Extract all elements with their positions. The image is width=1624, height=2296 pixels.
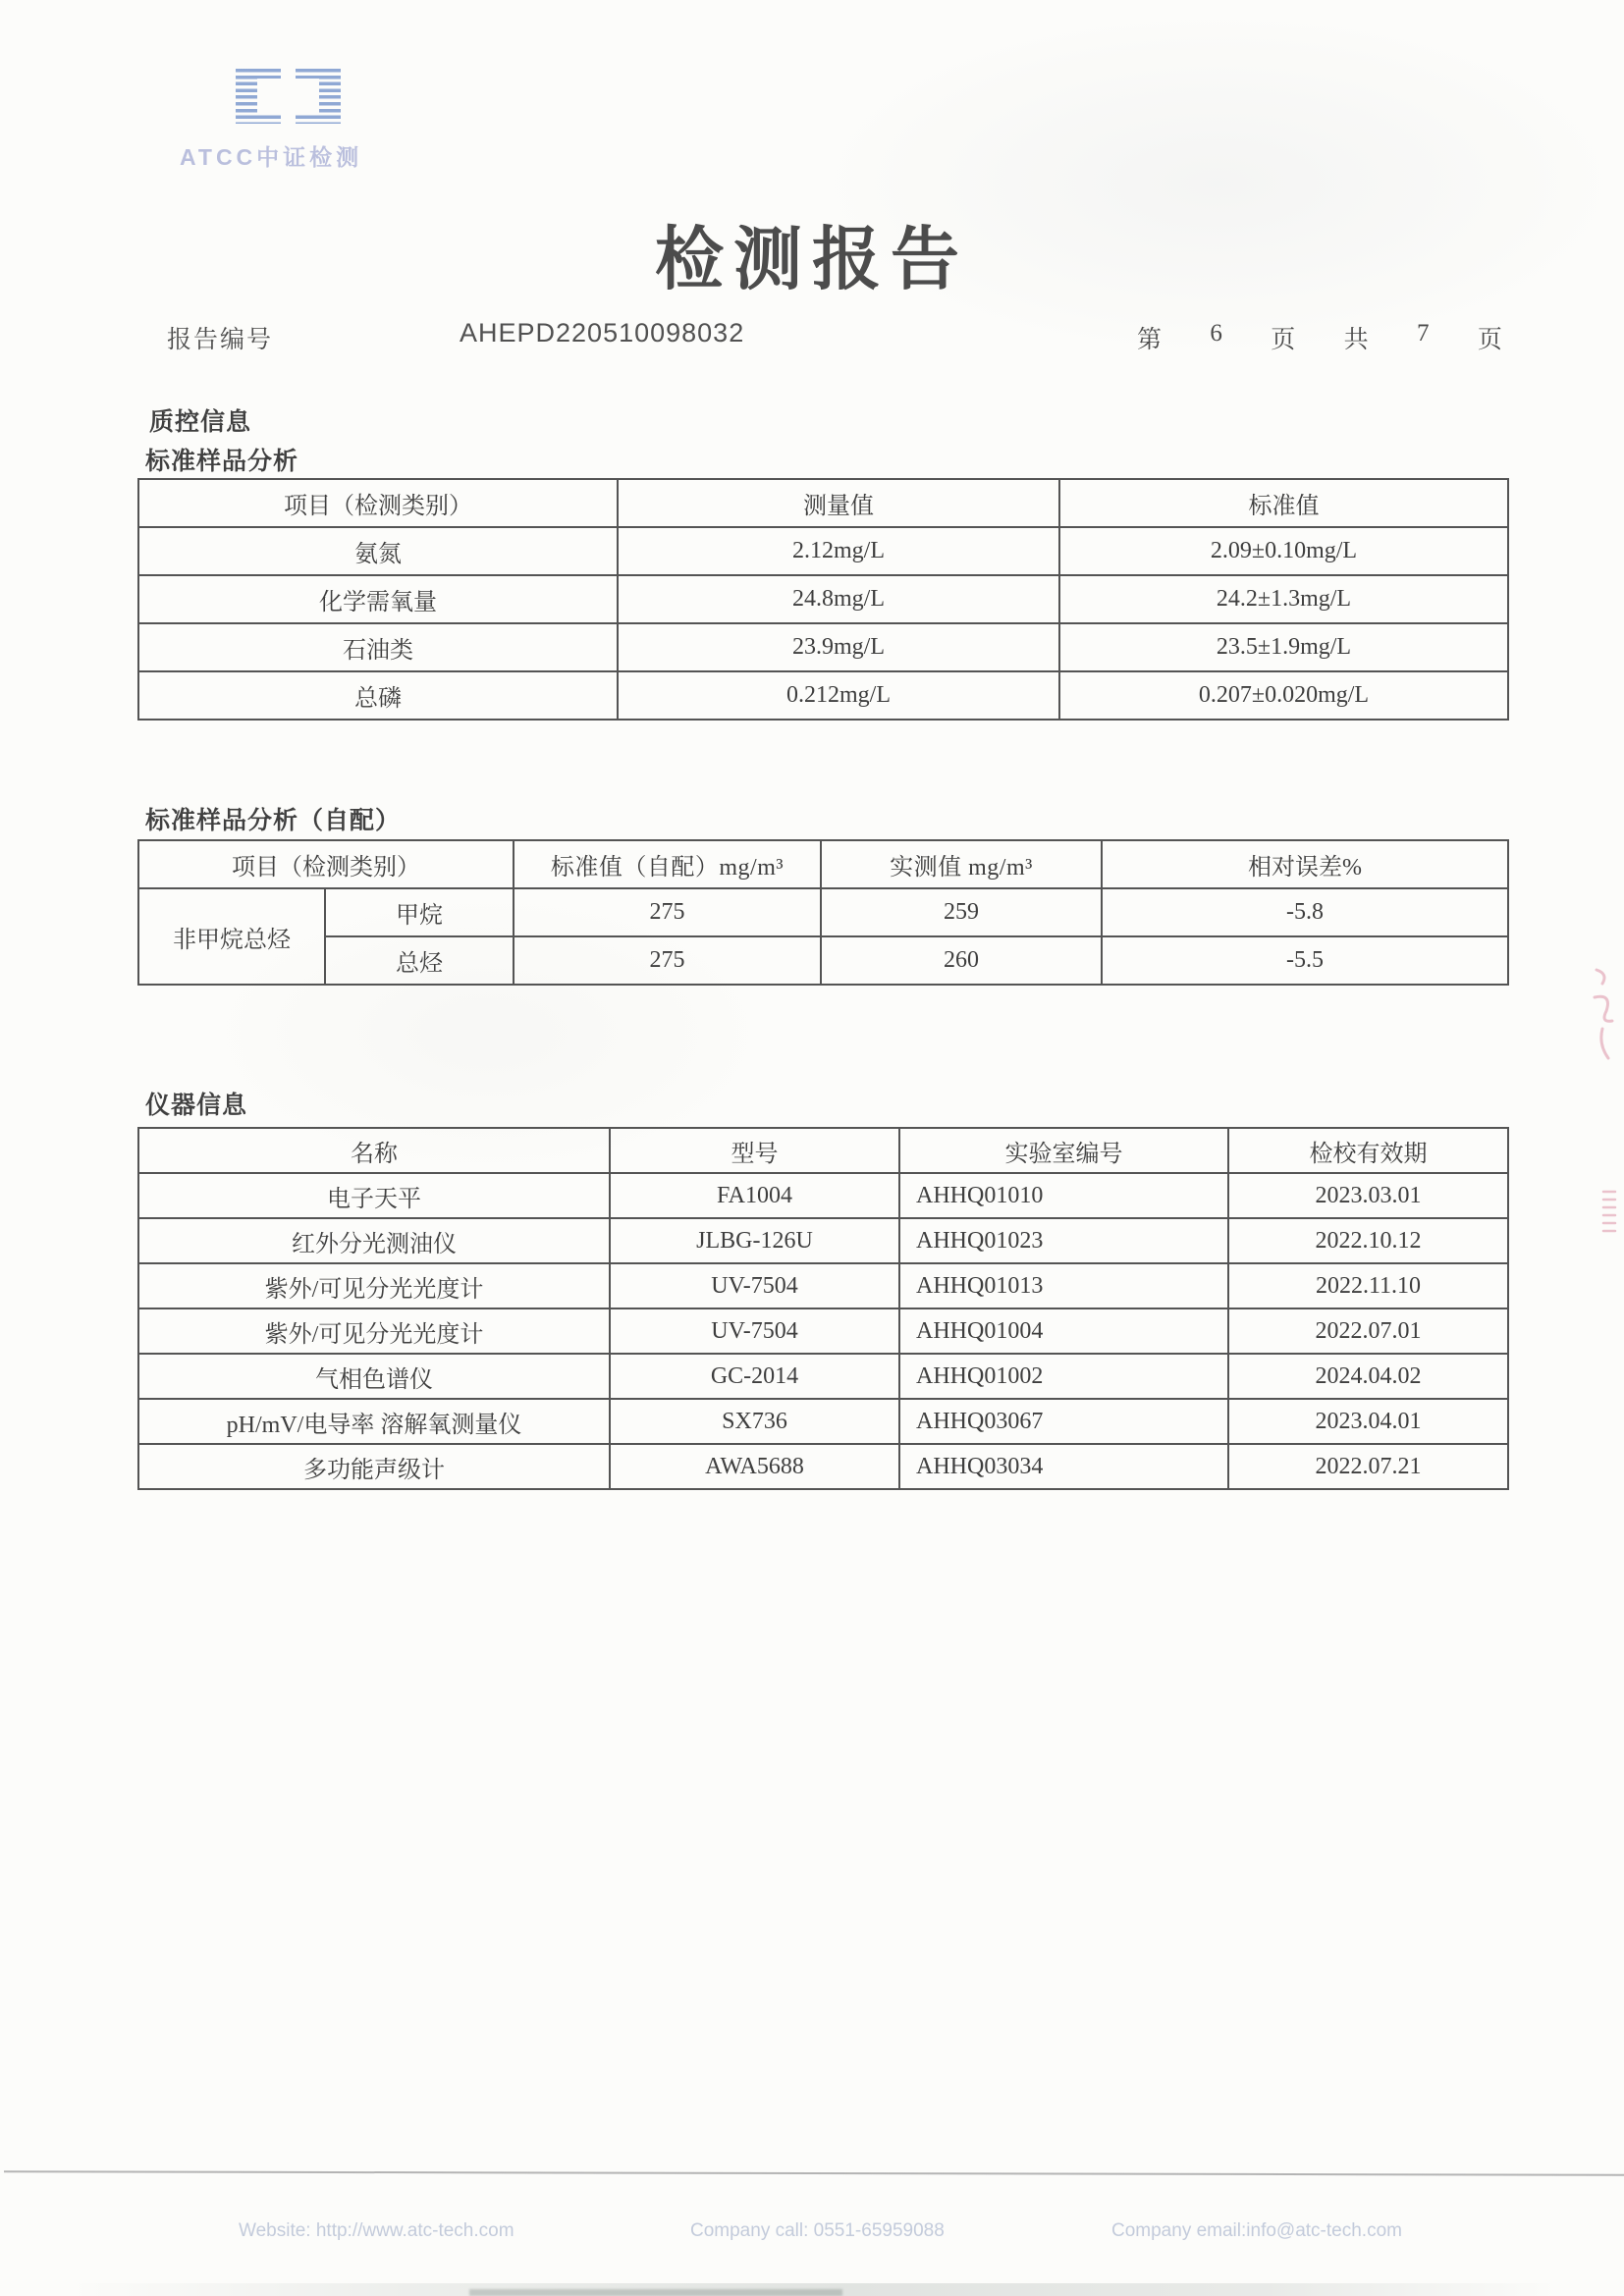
validity-cell: 2024.04.02: [1228, 1354, 1508, 1399]
instrument-name-cell: 紫外/可见分光光度计: [138, 1308, 610, 1354]
col-header-item: 项目（检测类别）: [138, 479, 618, 527]
model-cell: GC-2014: [610, 1354, 899, 1399]
self-prepared-table: [137, 839, 1509, 986]
table-row: [138, 1444, 1508, 1489]
footer-divider: [4, 2170, 1624, 2175]
sub-item-cell: 甲烷: [325, 888, 514, 936]
stamp-fragment-icon: [1598, 1188, 1620, 1244]
lab-no-cell: AHHQ03067: [899, 1399, 1228, 1444]
self-prepared-table-title: 标准样品分析（自配）: [145, 808, 402, 834]
std-sample-table: [137, 478, 1509, 721]
logo-brackets-icon: [236, 69, 362, 124]
validity-cell: 2022.07.21: [1228, 1444, 1508, 1489]
col-header-item: 项目（检测类别）: [138, 840, 514, 888]
total-pages: 7: [1417, 320, 1430, 347]
logo-left-bracket-icon: [236, 69, 281, 124]
lab-no-cell: AHHQ01010: [899, 1173, 1228, 1218]
pagination-ye: 页: [1271, 327, 1296, 353]
col-header-measured-value: 实测值 mg/m³: [821, 840, 1102, 888]
report-no-label: 报告编号: [167, 327, 274, 353]
standard-cell: 23.5±1.9mg/L: [1059, 623, 1508, 671]
instrument-name-cell: 多功能声级计: [138, 1444, 610, 1489]
col-header-standard-value: 标准值（自配）mg/m³: [514, 840, 821, 888]
col-header-validity: 检校有效期: [1228, 1128, 1508, 1173]
stamp-fragment-icon: [1589, 964, 1618, 1067]
current-page: 6: [1210, 320, 1222, 347]
table-row: [138, 1308, 1508, 1354]
model-cell: FA1004: [610, 1173, 899, 1218]
model-cell: UV-7504: [610, 1308, 899, 1354]
item-cell: 化学需氧量: [138, 575, 618, 623]
instrument-name-cell: 电子天平: [138, 1173, 610, 1218]
page-title: 检测报告: [655, 223, 969, 298]
sub-item-cell: 总烃: [325, 936, 514, 985]
table-row: [138, 575, 1508, 623]
model-cell: SX736: [610, 1399, 899, 1444]
logo-brand-text: ATCC中证检测: [180, 144, 363, 170]
col-header-name: 名称: [138, 1128, 610, 1173]
instrument-name-cell: 气相色谱仪: [138, 1354, 610, 1399]
instrument-section-title: 仪器信息: [145, 1093, 248, 1119]
table-header-row: [138, 1128, 1508, 1173]
table-row: [138, 623, 1508, 671]
measured-cell: 260: [821, 936, 1102, 985]
standard-cell: 275: [514, 888, 821, 936]
validity-cell: 2022.11.10: [1228, 1263, 1508, 1308]
col-header-lab-no: 实验室编号: [899, 1128, 1228, 1173]
model-cell: JLBG-126U: [610, 1218, 899, 1263]
measured-cell: 24.8mg/L: [618, 575, 1059, 623]
footer-email: Company email:info@atc-tech.com: [1111, 2220, 1402, 2241]
logo-right-bracket-icon: [296, 69, 341, 124]
measured-cell: 259: [821, 888, 1102, 936]
standard-cell: 275: [514, 936, 821, 985]
pagination-prefix: 第: [1137, 327, 1163, 353]
lab-no-cell: AHHQ01002: [899, 1354, 1228, 1399]
table-header-row: [138, 840, 1508, 888]
item-cell: 总磷: [138, 671, 618, 720]
col-header-relative-error: 相对误差%: [1102, 840, 1508, 888]
validity-cell: 2022.07.01: [1228, 1308, 1508, 1354]
table-row: [138, 527, 1508, 575]
lab-no-cell: AHHQ01023: [899, 1218, 1228, 1263]
pagination-suffix: 页: [1477, 327, 1502, 353]
measured-cell: 23.9mg/L: [618, 623, 1059, 671]
instrument-table: [137, 1127, 1509, 1490]
standard-cell: 24.2±1.3mg/L: [1059, 575, 1508, 623]
model-cell: UV-7504: [610, 1263, 899, 1308]
instrument-name-cell: 紫外/可见分光光度计: [138, 1263, 610, 1308]
measured-cell: 0.212mg/L: [618, 671, 1059, 720]
error-cell: -5.8: [1102, 888, 1508, 936]
table-row: [138, 1263, 1508, 1308]
table-row: [138, 1354, 1508, 1399]
std-sample-table-title: 标准样品分析: [145, 449, 299, 475]
col-header-model: 型号: [610, 1128, 899, 1173]
table-row: [138, 888, 1508, 936]
table-row: [138, 936, 1508, 985]
instrument-name-cell: 红外分光测油仪: [138, 1218, 610, 1263]
pagination: [1137, 320, 1502, 355]
standard-cell: 0.207±0.020mg/L: [1059, 671, 1508, 720]
measured-cell: 2.12mg/L: [618, 527, 1059, 575]
item-cell: 石油类: [138, 623, 618, 671]
table-row: [138, 671, 1508, 720]
instrument-name-cell: pH/mV/电导率 溶解氧测量仪: [138, 1399, 610, 1444]
model-cell: AWA5688: [610, 1444, 899, 1489]
report-no-value: AHEPD220510098032: [460, 318, 745, 347]
table-row: [138, 1173, 1508, 1218]
qc-section-title: 质控信息: [149, 409, 252, 436]
report-meta-row: [0, 320, 1624, 353]
validity-cell: 2022.10.12: [1228, 1218, 1508, 1263]
item-cell: 氨氮: [138, 527, 618, 575]
error-cell: -5.5: [1102, 936, 1508, 985]
validity-cell: 2023.03.01: [1228, 1173, 1508, 1218]
lab-no-cell: AHHQ01004: [899, 1308, 1228, 1354]
footer-website: Website: http://www.atc-tech.com: [239, 2220, 514, 2241]
pagination-gong: 共: [1343, 327, 1369, 353]
lab-no-cell: AHHQ01013: [899, 1263, 1228, 1308]
validity-cell: 2023.04.01: [1228, 1399, 1508, 1444]
col-header-measured: 测量值: [618, 479, 1059, 527]
table-row: [138, 1218, 1508, 1263]
table-header-row: [138, 479, 1508, 527]
footer-phone: Company call: 0551-65959088: [690, 2220, 945, 2241]
group-label-cell: 非甲烷总烃: [138, 888, 325, 985]
col-header-standard: 标准值: [1059, 479, 1508, 527]
lab-no-cell: AHHQ03034: [899, 1444, 1228, 1489]
company-logo: [180, 69, 362, 172]
table-row: [138, 1399, 1508, 1444]
standard-cell: 2.09±0.10mg/L: [1059, 527, 1508, 575]
scan-edge-shadow-dark: [469, 2289, 842, 2296]
